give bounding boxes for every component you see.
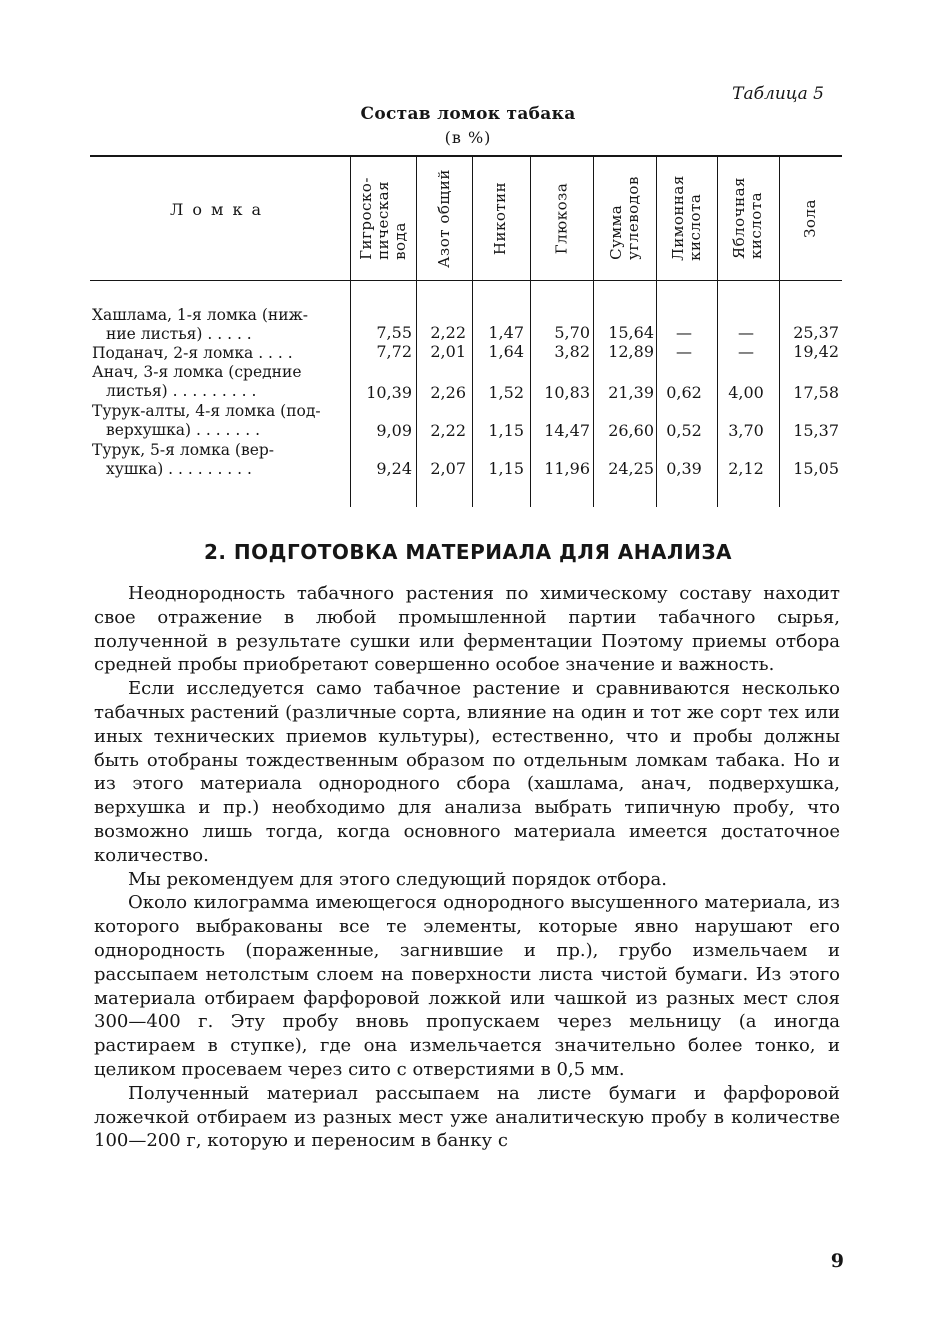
table-cell: 2,22 [430, 421, 466, 440]
table-cell: 3,70 [728, 421, 764, 440]
table-row-name: Турук-алты, 4-я ломка (под- верхушка) . . . . . . . [92, 402, 321, 439]
table-cell: — [676, 323, 692, 342]
paragraph: Около килограмма имеющегося однородного высушенного материала, из которого выбракованы все те элементы, которые явно нарушают его однородность (пораженные, загнившие и пр.), грубо измельчаем и рассыпаем нетолстым слоем на поверхности листа чистой бумаги. Из этого материала отбираем фарфоровой ложкой или чашкой из разных мест слоя 300—400 г. Эту пробу вновь пропускаем через мельницу (а иногда растираем в ступке), где она измельчается значительно более тонко, и целиком просеваем через сито с отверстиями в 0,5 мм. [94, 892, 840, 1080]
table-cell: — [738, 323, 754, 342]
table-cell: 17,58 [793, 383, 839, 402]
table-cell: 0,62 [666, 383, 702, 402]
table-cell: 5,70 [554, 323, 590, 342]
table-cell: 9,09 [376, 421, 412, 440]
table-cell: 10,39 [366, 383, 412, 402]
column-header: Глюкоза [552, 182, 570, 254]
table-cell: 19,42 [793, 342, 839, 361]
section-heading: 2. ПОДГОТОВКА МАТЕРИАЛА ДЛЯ АНАЛИЗА [203, 540, 733, 564]
column-header: Никотин [491, 181, 510, 255]
table-cell: 21,39 [608, 383, 654, 402]
column-header: Зола [800, 198, 819, 238]
table-cell: 3,82 [554, 342, 590, 361]
table-cell: 24,25 [608, 459, 654, 478]
table-cell: 4,00 [728, 383, 764, 402]
column-header: Яблочная кислота [730, 176, 765, 260]
table-cell: 15,64 [608, 323, 654, 342]
table-cell: 11,96 [544, 459, 590, 478]
table-label: Таблица 5 [732, 84, 824, 104]
table-row-name: Поданач, 2-я ломка . . . . [92, 344, 293, 362]
row-header: Ломка [170, 200, 270, 219]
column-header: Гигроско- пическая вода [356, 176, 409, 260]
table-cell: 1,52 [488, 383, 524, 402]
column-header: Азот общий [434, 168, 453, 268]
table-row-name: Хашлама, 1-я ломка (ниж- ние листья) . . . . . [92, 306, 309, 343]
table-header-rule [90, 280, 842, 281]
table-cell: 2,07 [430, 459, 466, 478]
table-cell: 2,22 [430, 323, 466, 342]
paragraph: Мы рекомендуем для этого следующий порядок отбора. [128, 868, 667, 890]
table-row-name: Анач, 3-я ломка (средние листья) . . . . . . . . . [92, 363, 302, 400]
table-cell: 7,72 [376, 342, 412, 361]
table-cell: 1,47 [488, 323, 524, 342]
table-cell: — [676, 342, 692, 361]
table-cell: 14,47 [544, 421, 590, 440]
table-cell: 2,01 [430, 342, 466, 361]
table-cell: 2,26 [430, 383, 466, 402]
paragraph: Полученный материал рассыпаем на листе бумаги и фарфоровой ложечкой отбираем из разных мест уже аналитическую пробу в количестве 100—200 г, которую и переносим в банку с [94, 1082, 840, 1152]
table-cell: 25,37 [793, 323, 839, 342]
column-header: Сумма углеводов [606, 176, 642, 260]
table-cell: 0,52 [666, 421, 702, 440]
table-cell: 1,15 [488, 459, 524, 478]
table-title: Состав ломок табака [360, 104, 576, 124]
table-cell: 0,39 [666, 459, 702, 478]
paragraph: Неоднородность табачного растения по химическому составу находит свое отражение в любой промышленной партии табачного сырья, полученной в результате сушки или ферментации Поэтому приемы отбора средней пробы приобретают совершенно особое значение и важность. [94, 583, 840, 676]
table-cell: — [738, 342, 754, 361]
table-top-rule [90, 155, 842, 157]
page-number: 9 [830, 1250, 844, 1272]
table-cell: 15,37 [793, 421, 839, 440]
body-text [94, 582, 840, 1153]
paragraph: Если исследуется само табачное растение и сравниваются несколько табачных растений (различные сорта, влияние на один и тот же сорт тех или иных технических приемов культуры), естественно, что и пробы должны быть отобраны тождественным образом по отдельным ломкам табака. Но и из этого материала однородного сбора (хашлама, анач, подверхушка, верхушка и пр.) необходимо для анализа выбрать типичную пробу, что возможно лишь тогда, когда основного материала имеется достаточное количество. [94, 678, 840, 866]
column-header: Лимонная кислота [668, 175, 704, 261]
table-cell: 15,05 [793, 459, 839, 478]
table-cell: 7,55 [376, 323, 412, 342]
table-cell: 1,64 [488, 342, 524, 361]
table-cell: 2,12 [728, 459, 764, 478]
table-cell: 9,24 [376, 459, 412, 478]
table-cell: 10,83 [544, 383, 590, 402]
table-cell: 26,60 [608, 421, 654, 440]
table-cell: 12,89 [608, 342, 654, 361]
table-subtitle: (в %) [444, 128, 492, 147]
table-row-name: Турук, 5-я ломка (вер- хушка) . . . . . . . . . [92, 441, 275, 478]
table-cell: 1,15 [488, 421, 524, 440]
